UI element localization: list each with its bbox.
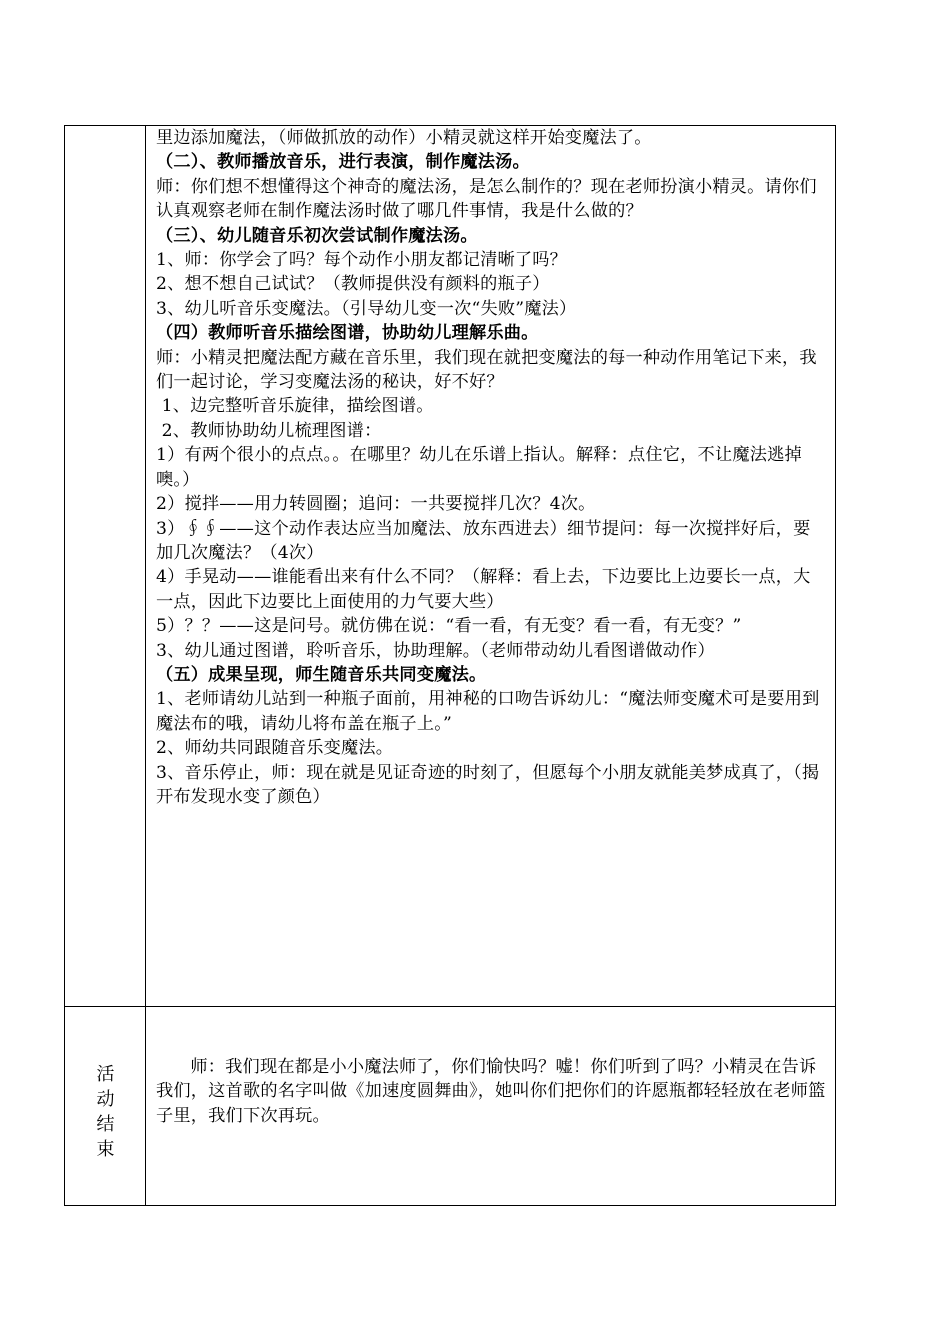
paragraph: 2、想不想自己试试？（教师提供没有颜料的瓶子） (156, 274, 550, 295)
activity-process-text (156, 126, 827, 809)
paragraph: 2、师幼共同跟随音乐变魔法。 (156, 738, 394, 759)
paragraph: 4）手晃动——谁能看出来有什么不同？（解释：看上去，下边要比上边要长一点，大一点，因此下边要比上面使用的力气要大些） (156, 567, 811, 612)
paragraph: 2）搅拌——用力转圆圈；追问：一共要搅拌几次？4次。 (156, 494, 596, 515)
paragraph: 5）？？——这是问号。就仿佛在说：“看一看，有无变？看一看，有无变？” (156, 616, 742, 637)
paragraph: 1）有两个很小的点点。。在哪里？幼儿在乐谱上指认。解释：点住它，不让魔法逃掉噢。） (156, 445, 802, 490)
paragraph: 里边添加魔法，（师做抓放的动作）小精灵就这样开始变魔法了。 (156, 128, 652, 148)
paragraph: 3、音乐停止，师：现在就是见证奇迹的时刻了，但愿每个小朋友就能美梦成真了，（揭开布发现水变了颜色） (156, 762, 820, 807)
paragraph: 3）∮∮——这个动作表达应当加魔法、放东西进去）细节提问：每一次搅拌好后，要加几次魔法？（4次） (156, 518, 811, 563)
section-heading: （三）、幼儿随音乐初次尝试制作魔法汤。 (156, 225, 478, 246)
activity-end-text (156, 1055, 827, 1128)
paragraph: 2、教师协助幼儿梳理图谱： (156, 420, 382, 441)
paragraph: 1、师：你学会了吗？每个动作小朋友都记清晰了吗？ (156, 250, 568, 271)
paragraph: 1、老师请幼儿站到一种瓶子面前，用神秘的口吻告诉幼儿：“魔法师变魔术可是要用到魔法布的哦，请幼儿将布盖在瓶子上。” (156, 689, 820, 734)
paragraph: 师：你们想不想懂得这个神奇的魔法汤，是怎么制作的？现在老师扮演小精灵。请你们认真观察老师在制作魔法汤时做了哪几件事情，我是什么做的？ (156, 176, 817, 222)
label-char: 结 (96, 1114, 115, 1135)
section-heading: （四）教师听音乐描绘图谱，协助幼儿理解乐曲。 (156, 323, 539, 344)
lesson-table-main (64, 125, 836, 1007)
row-label-cell-empty (65, 126, 146, 1006)
paragraph: 1、边完整听音乐旋律，描绘图谱。 (156, 396, 434, 417)
paragraph: 3、幼儿听音乐变魔法。（引导幼儿变一次“失败”魔法） (156, 298, 577, 319)
section-heading: （五）成果呈现，师生随音乐共同变魔法。 (156, 664, 487, 685)
activity-end-content-cell (146, 1007, 835, 1205)
label-char: 动 (96, 1089, 115, 1110)
paragraph: 师：我们现在都是小小魔法师了，你们愉快吗？嘘！你们听到了吗？小精灵在告诉我们，这首歌的名字叫做《加速度圆舞曲》，她叫你们把你们的许愿瓶都轻轻放在老师篮子里，我们下次再玩。 (156, 1057, 826, 1126)
label-char: 束 (96, 1139, 115, 1160)
row-label-cell (65, 1007, 146, 1205)
label-char: 活 (96, 1064, 115, 1085)
lesson-table-end-row (64, 1007, 836, 1206)
activity-content-cell (146, 126, 835, 1006)
paragraph: 师：小精灵把魔法配方藏在音乐里，我们现在就把变魔法的每一种动作用笔记下来，我们一起讨论，学习变魔法汤的秘诀，好不好？ (156, 347, 817, 393)
row-label-activity-end (65, 1062, 146, 1162)
section-heading: （二）、教师播放音乐，进行表演，制作魔法汤。 (156, 152, 530, 173)
paragraph: 3、幼儿通过图谱，聆听音乐，协助理解。（老师带动幼儿看图谱做动作） (156, 640, 715, 661)
